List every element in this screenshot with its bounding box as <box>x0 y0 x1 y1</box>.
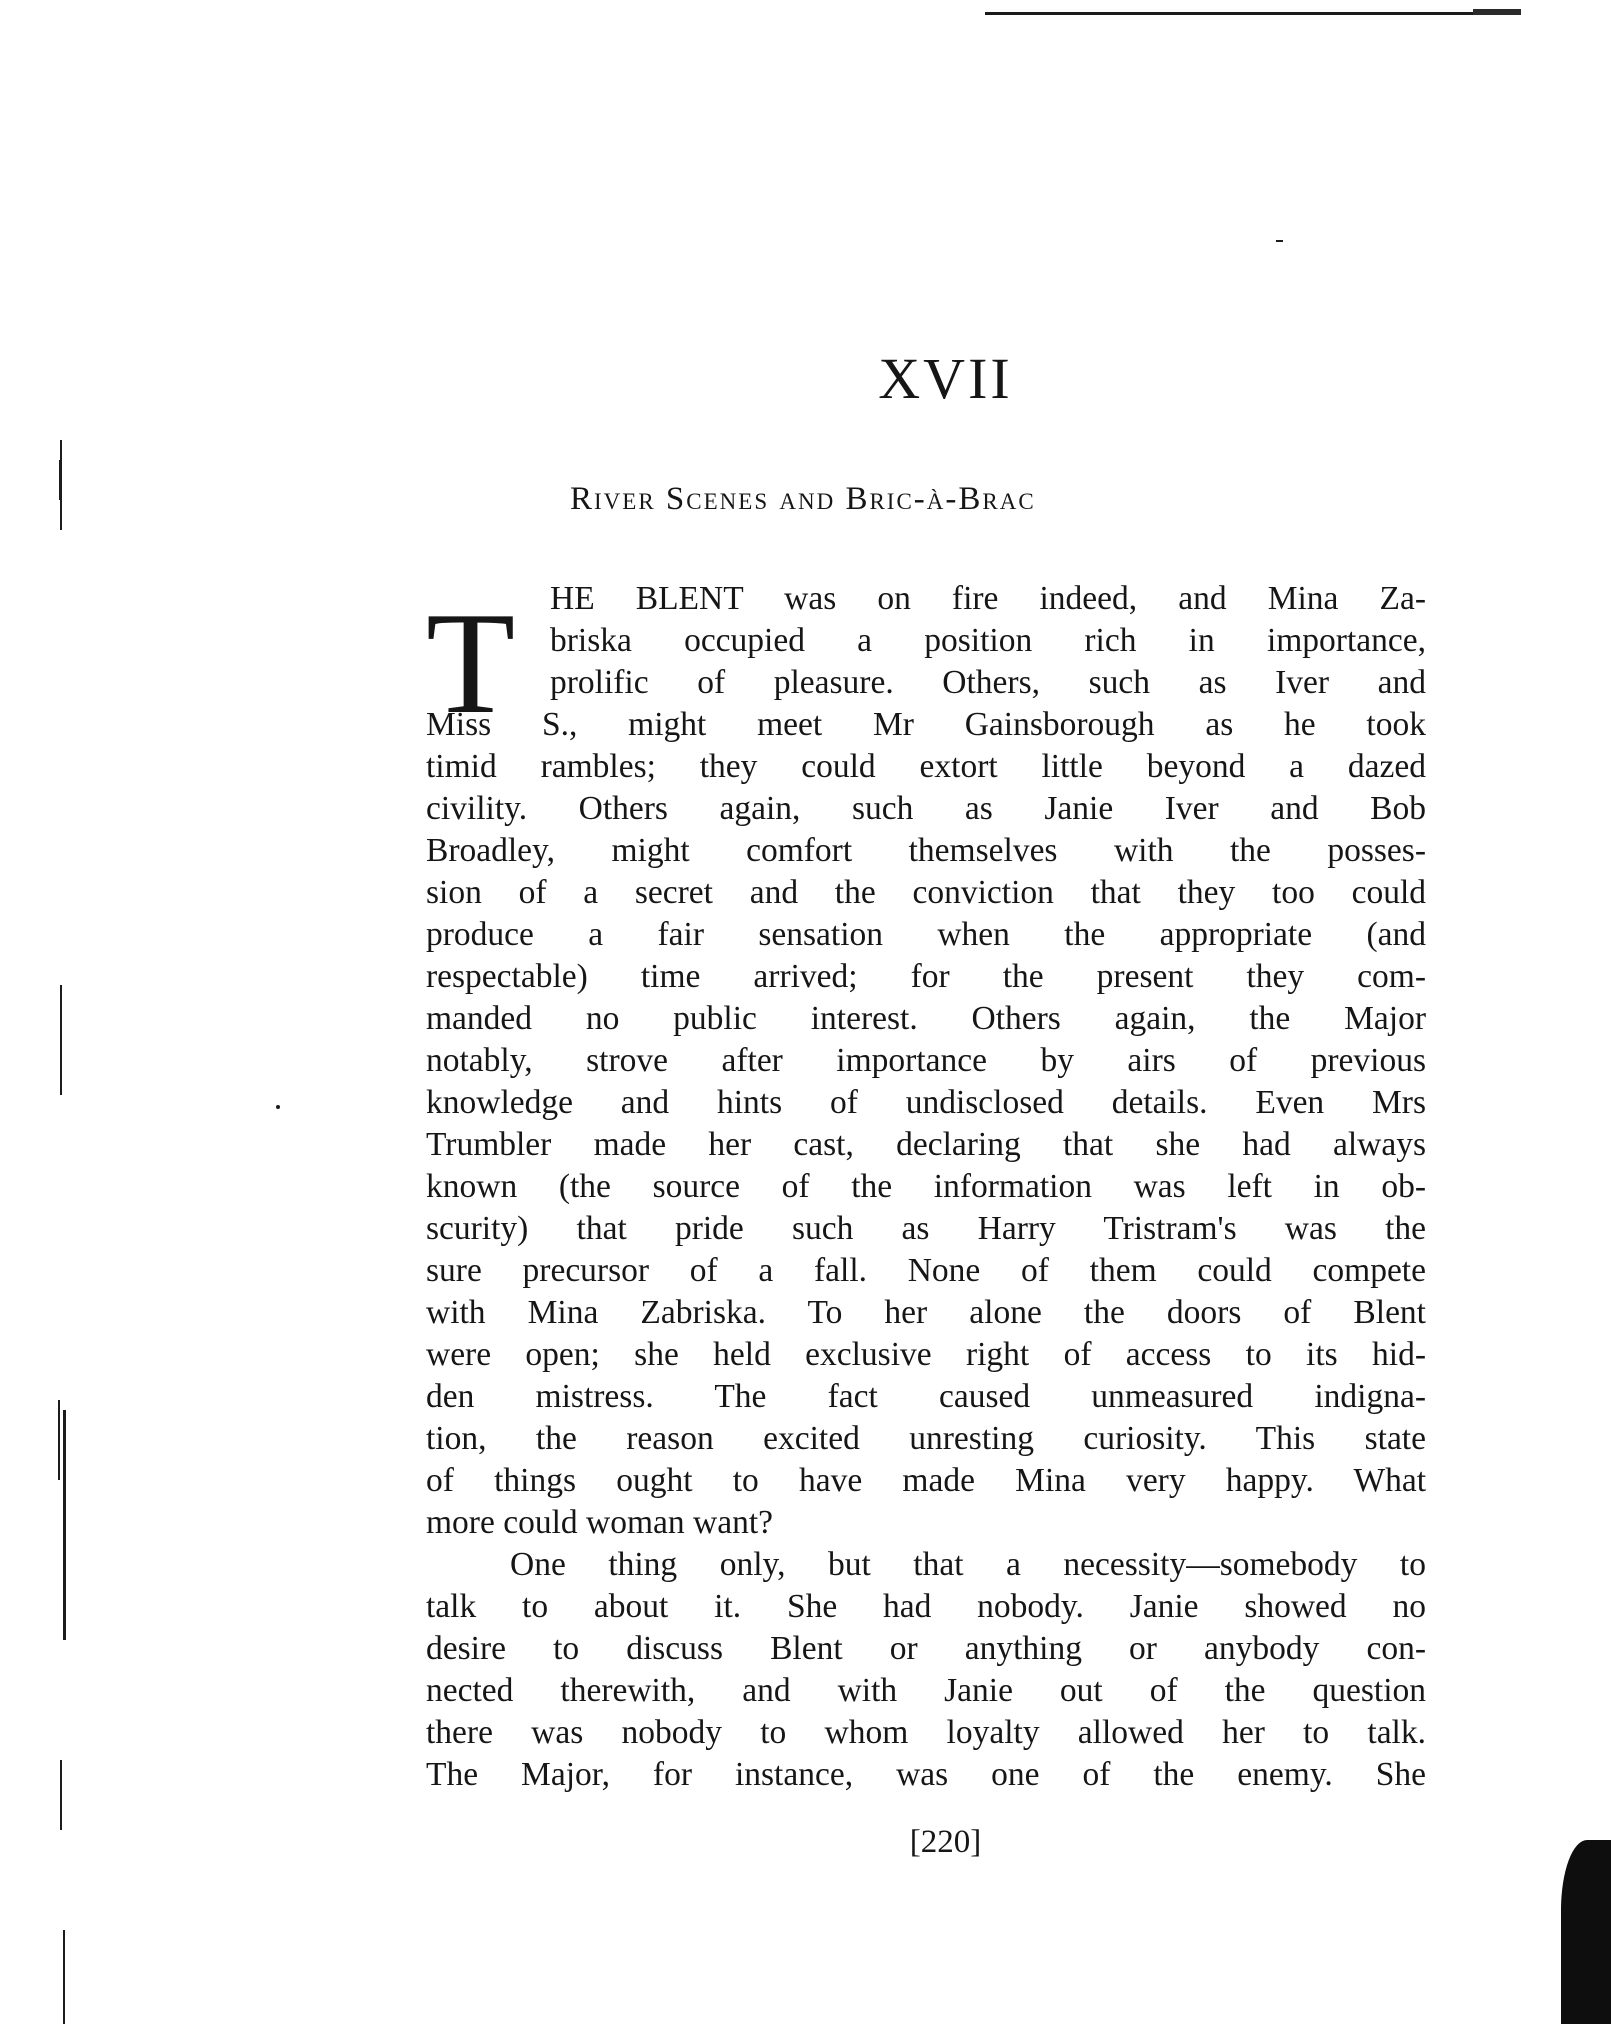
text-line: more could woman want? <box>426 1504 773 1541</box>
chapter-title: River Scenes and Bric-à-Brac <box>570 481 1036 517</box>
text-line: civility. Others again, such as Janie Iver and Bob <box>426 790 1426 827</box>
text-line: One thing only, but that a necessity—somebody to <box>510 1546 1426 1583</box>
text-line: respectable) time arrived; for the present they com- <box>426 958 1426 995</box>
text-line: Broadley, might comfort themselves with the posses- <box>426 832 1426 869</box>
drop-cap: T <box>426 582 516 744</box>
text-line: nected therewith, and with Janie out of the question <box>426 1672 1426 1709</box>
text-line: scurity) that pride such as Harry Tristram's was the <box>426 1210 1426 1247</box>
text-line: HE BLENT was on fire indeed, and Mina Za- <box>550 580 1426 617</box>
scan-dot <box>1276 240 1283 242</box>
text-line: Trumbler made her cast, declaring that she had always <box>426 1126 1426 1163</box>
paragraph <box>426 1544 1426 1796</box>
body-text <box>426 578 1426 1796</box>
paragraph <box>426 578 1426 1544</box>
text-line: prolific of pleasure. Others, such as Iver and <box>550 664 1426 701</box>
text-line: den mistress. The fact caused unmeasured indigna- <box>426 1378 1426 1415</box>
text-line: timid rambles; they could extort little beyond a dazed <box>426 748 1426 785</box>
text-line: briska occupied a position rich in importance, <box>550 622 1426 659</box>
text-line: of things ought to have made Mina very happy. What <box>426 1462 1426 1499</box>
text-line: produce a fair sensation when the appropriate (and <box>426 916 1426 953</box>
text-line: known (the source of the information was left in ob- <box>426 1168 1426 1205</box>
text-line: were open; she held exclusive right of access to its hid- <box>426 1336 1426 1373</box>
scan-edge-mark <box>60 1760 62 1830</box>
text-line: desire to discuss Blent or anything or anybody con- <box>426 1630 1426 1667</box>
scan-edge-mark <box>60 985 62 1095</box>
text-line: tion, the reason excited unresting curiosity. This state <box>426 1420 1426 1457</box>
text-line: sion of a secret and the conviction that they too could <box>426 874 1426 911</box>
scan-edge-mark <box>63 1410 66 1640</box>
text-line: with Mina Zabriska. To her alone the doors of Blent <box>426 1294 1426 1331</box>
text-line: talk to about it. She had nobody. Janie showed no <box>426 1588 1426 1625</box>
text-line: knowledge and hints of undisclosed details. Even Mrs <box>426 1084 1426 1121</box>
text-line: manded no public interest. Others again, the Major <box>426 1000 1426 1037</box>
scan-edge-rule <box>985 12 1517 15</box>
text-line: notably, strove after importance by airs of previous <box>426 1042 1426 1079</box>
chapter-number: XVII <box>878 346 1013 411</box>
scan-edge-mark <box>58 1400 60 1480</box>
scan-corner-shadow <box>1561 1840 1611 2024</box>
text-line: The Major, for instance, was one of the enemy. She <box>426 1756 1426 1793</box>
text-line: Miss S., might meet Mr Gainsborough as he took <box>426 706 1426 743</box>
text-line: sure precursor of a fall. None of them could compete <box>426 1252 1426 1289</box>
text-line: there was nobody to whom loyalty allowed her to talk. <box>426 1714 1426 1751</box>
scan-edge-mark <box>59 460 62 500</box>
scan-dot <box>276 1105 280 1109</box>
scan-edge-mark <box>63 1930 65 2024</box>
page-number: [220] <box>909 1824 982 1860</box>
